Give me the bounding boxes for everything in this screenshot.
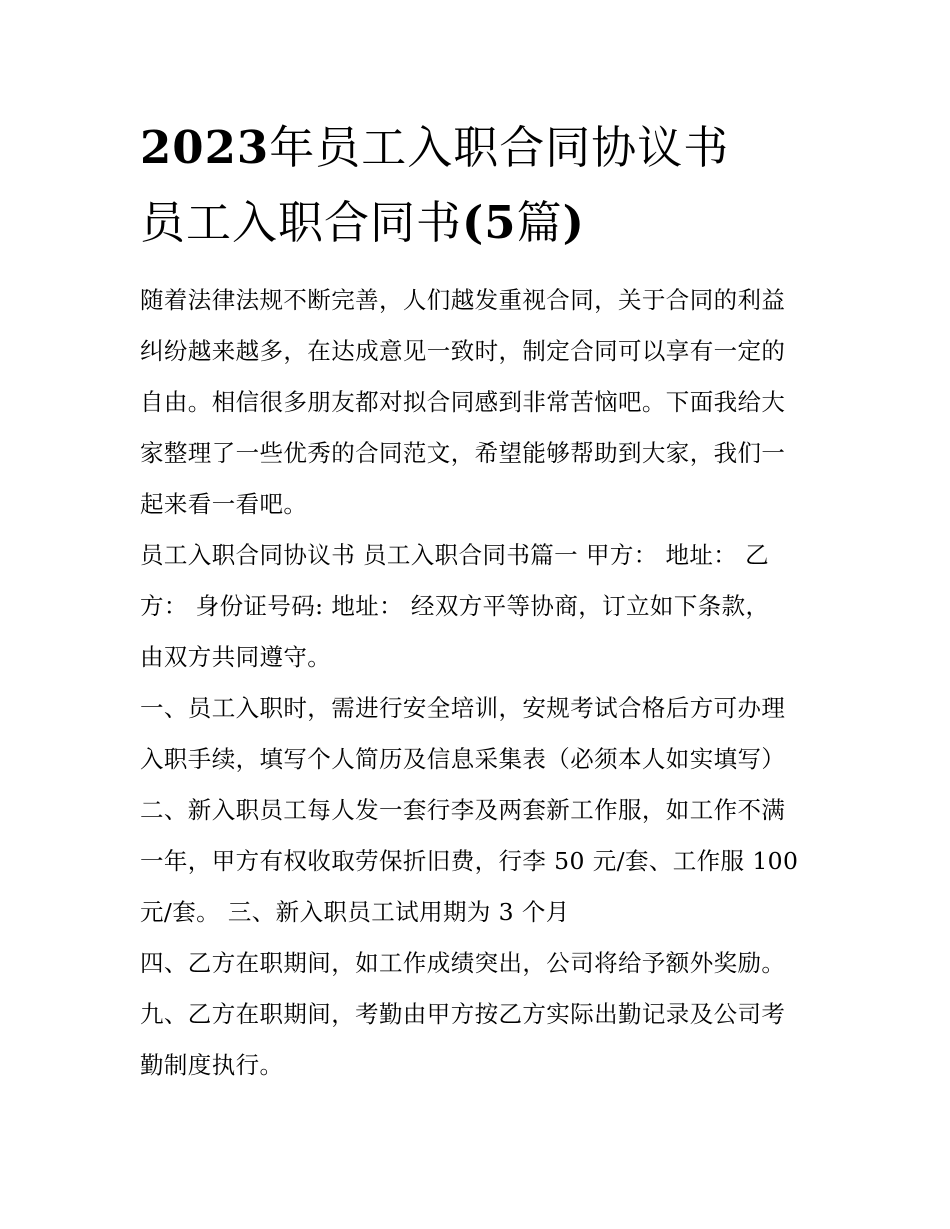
text-line: 员工入职合同协议书 员工入职合同书篇一 甲方： 地址： 乙 xyxy=(140,541,769,569)
title-count-close: ) xyxy=(562,196,585,249)
text-line: 勤制度执行。 xyxy=(140,1051,284,1079)
text-line: 二、新入职员工每人发一套行李及两套新工作服，如工作不满 xyxy=(140,796,786,824)
text-line: 随着法律法规不断完善，人们越发重视合同，关于合同的利益 xyxy=(140,286,786,314)
title-count-open: (5 xyxy=(462,196,517,249)
text-line: 由双方共同遵守。 xyxy=(140,643,332,671)
text-line: 方： 身份证号码: 地址： 经双方平等协商，订立如下条款， xyxy=(140,592,770,620)
paragraph-clause-2-3 xyxy=(140,785,820,938)
paragraph-parties xyxy=(140,530,820,683)
paragraph-clause-9 xyxy=(140,989,820,1091)
paragraph-clause-4 xyxy=(140,938,820,989)
title-count-unit: 篇 xyxy=(516,196,563,249)
text-line: 入职手续，填写个人简历及信息采集表（必须本人如实填写） xyxy=(140,745,786,773)
document-title xyxy=(140,110,840,260)
text-line: 一年，甲方有权收取劳保折旧费，行李 50 元/套、工作服 100 xyxy=(140,847,799,875)
text-line: 家整理了一些优秀的合同范文，希望能够帮助到大家，我们一 xyxy=(140,439,786,467)
text-line: 九、乙方在职期间，考勤由甲方按乙方实际出勤记录及公司考 xyxy=(140,1000,786,1028)
text-line: 纠纷越来越多，在达成意见一致时，制定合同可以享有一定的 xyxy=(140,337,786,365)
text-line: 自由。相信很多朋友都对拟合同感到非常苦恼吧。下面我给大 xyxy=(140,388,786,416)
title-line-2-text: 员工入职合同书 xyxy=(140,196,463,249)
title-line-1-text: 年员工入职合同协议书 xyxy=(269,121,730,174)
title-year: 2023 xyxy=(140,121,270,174)
text-line: 元/套。 三、新入职员工试用期为 3 个月 xyxy=(140,898,570,926)
title-line-2 xyxy=(140,185,840,260)
paragraph-clause-1 xyxy=(140,683,820,785)
title-line-1 xyxy=(140,110,840,185)
text-line: 一、员工入职时，需进行安全培训，安规考试合格后方可办理 xyxy=(140,694,786,722)
text-line: 起来看一看吧。 xyxy=(140,490,308,518)
document-body xyxy=(140,275,820,1091)
paragraph-intro xyxy=(140,275,820,530)
text-line: 四、乙方在职期间，如工作成绩突出，公司将给予额外奖励。 xyxy=(140,949,786,977)
